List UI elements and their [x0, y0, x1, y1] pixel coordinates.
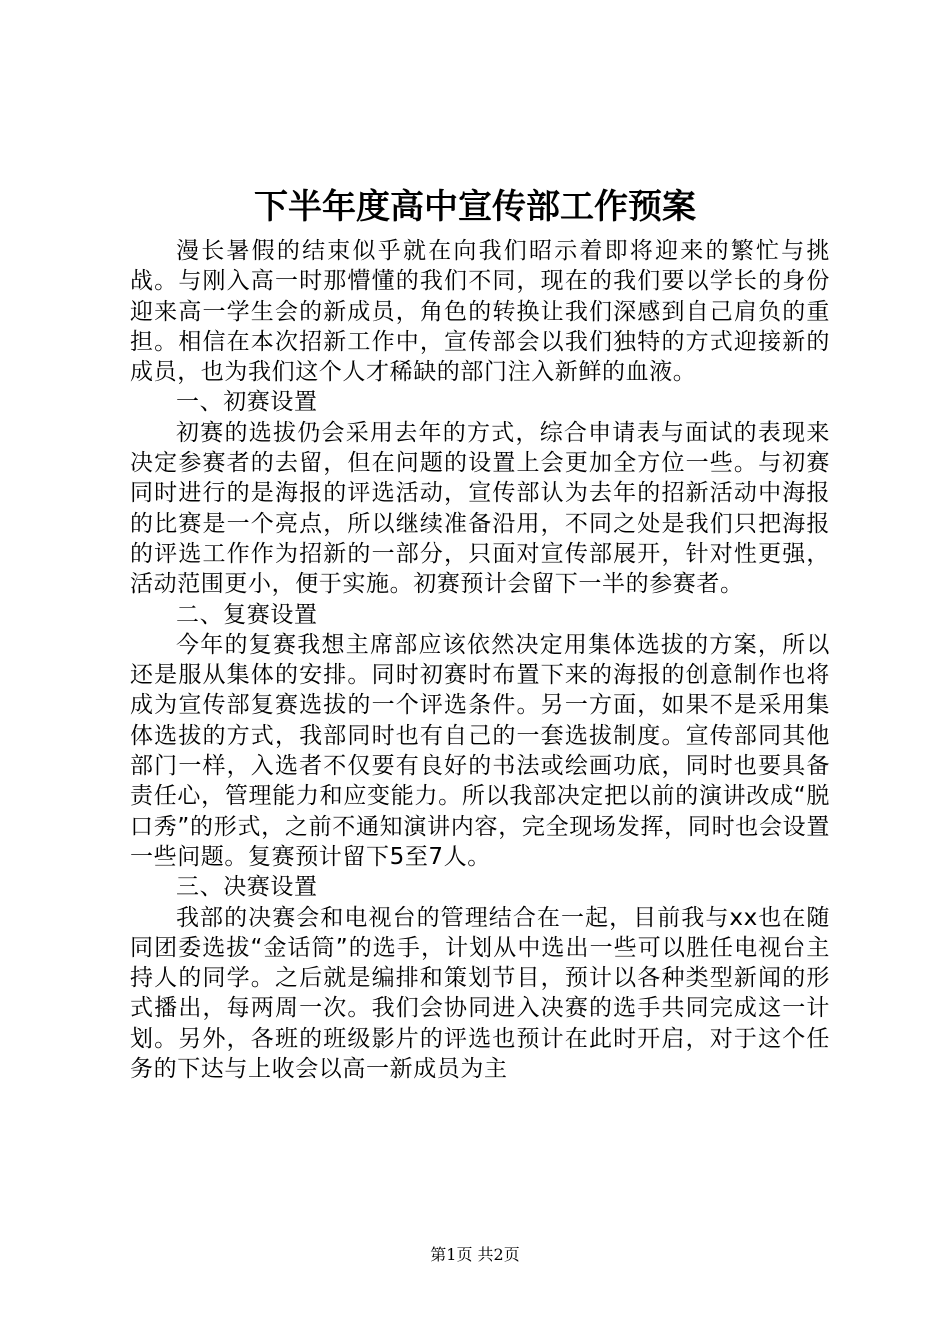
paragraph-final: 我部的决赛会和电视台的管理结合在一起，目前我与xx也在随同团委选拔“金话筒”的选手，计划从中选出一些可以胜任电视台主持人的同学。之后就是编排和策划节目，预计以各种类型新闻的形式播出，每两周一次。我们会协同进入决赛的选手共同完成这一计划。另外，各班的班级影片的评选也预计在此时开启，对于这个任务的下达与上收会以高一新成员为主 [130, 904, 830, 1083]
document-body [130, 236, 830, 1084]
paragraph-intro: 漫长暑假的结束似乎就在向我们昭示着即将迎来的繁忙与挑战。与刚入高一时那懵懂的我们不同，现在的我们要以学长的身份迎来高一学生会的新成员，角色的转换让我们深感到自己肩负的重担。相信在本次招新工作中，宣传部会以我们独特的方式迎接新的成员，也为我们这个人才稀缺的部门注入新鲜的血液。 [130, 238, 830, 386]
section-heading-final: 三、决赛设置 [176, 874, 318, 901]
page-footer: 第1页 共2页 [430, 1245, 520, 1264]
document-title: 下半年度高中宣传部工作预案 [254, 187, 696, 227]
paragraph-semifinal: 今年的复赛我想主席部应该依然决定用集体选拔的方案，所以还是服从集体的安排。同时初赛时布置下来的海报的创意制作也将成为宣传部复赛选拔的一个评选条件。另一方面，如果不是采用集体选拔的方式，我部同时也有自己的一套选拔制度。宣传部同其他部门一样，入选者不仅要有良好的书法或绘画功底，同时也要具备责任心，管理能力和应变能力。所以我部决定把以前的演讲改成“脱口秀”的形式，之前不通知演讲内容，完全现场发挥，同时也会设置一些问题。复赛预计留下5至7人。 [130, 631, 830, 870]
section-heading-preliminary: 一、初赛设置 [176, 389, 318, 416]
paragraph-preliminary: 初赛的选拔仍会采用去年的方式，综合申请表与面试的表现来决定参赛者的去留，但在问题的设置上会更加全方位一些。与初赛同时进行的是海报的评选活动，宣传部认为去年的招新活动中海报的比赛是一个亮点，所以继续准备沿用，不同之处是我们只把海报的评选工作作为招新的一部分，只面对宣传部展开，针对性更强，活动范围更小，便于实施。初赛预计会留下一半的参赛者。 [130, 419, 830, 598]
section-heading-semifinal: 二、复赛设置 [176, 601, 318, 628]
